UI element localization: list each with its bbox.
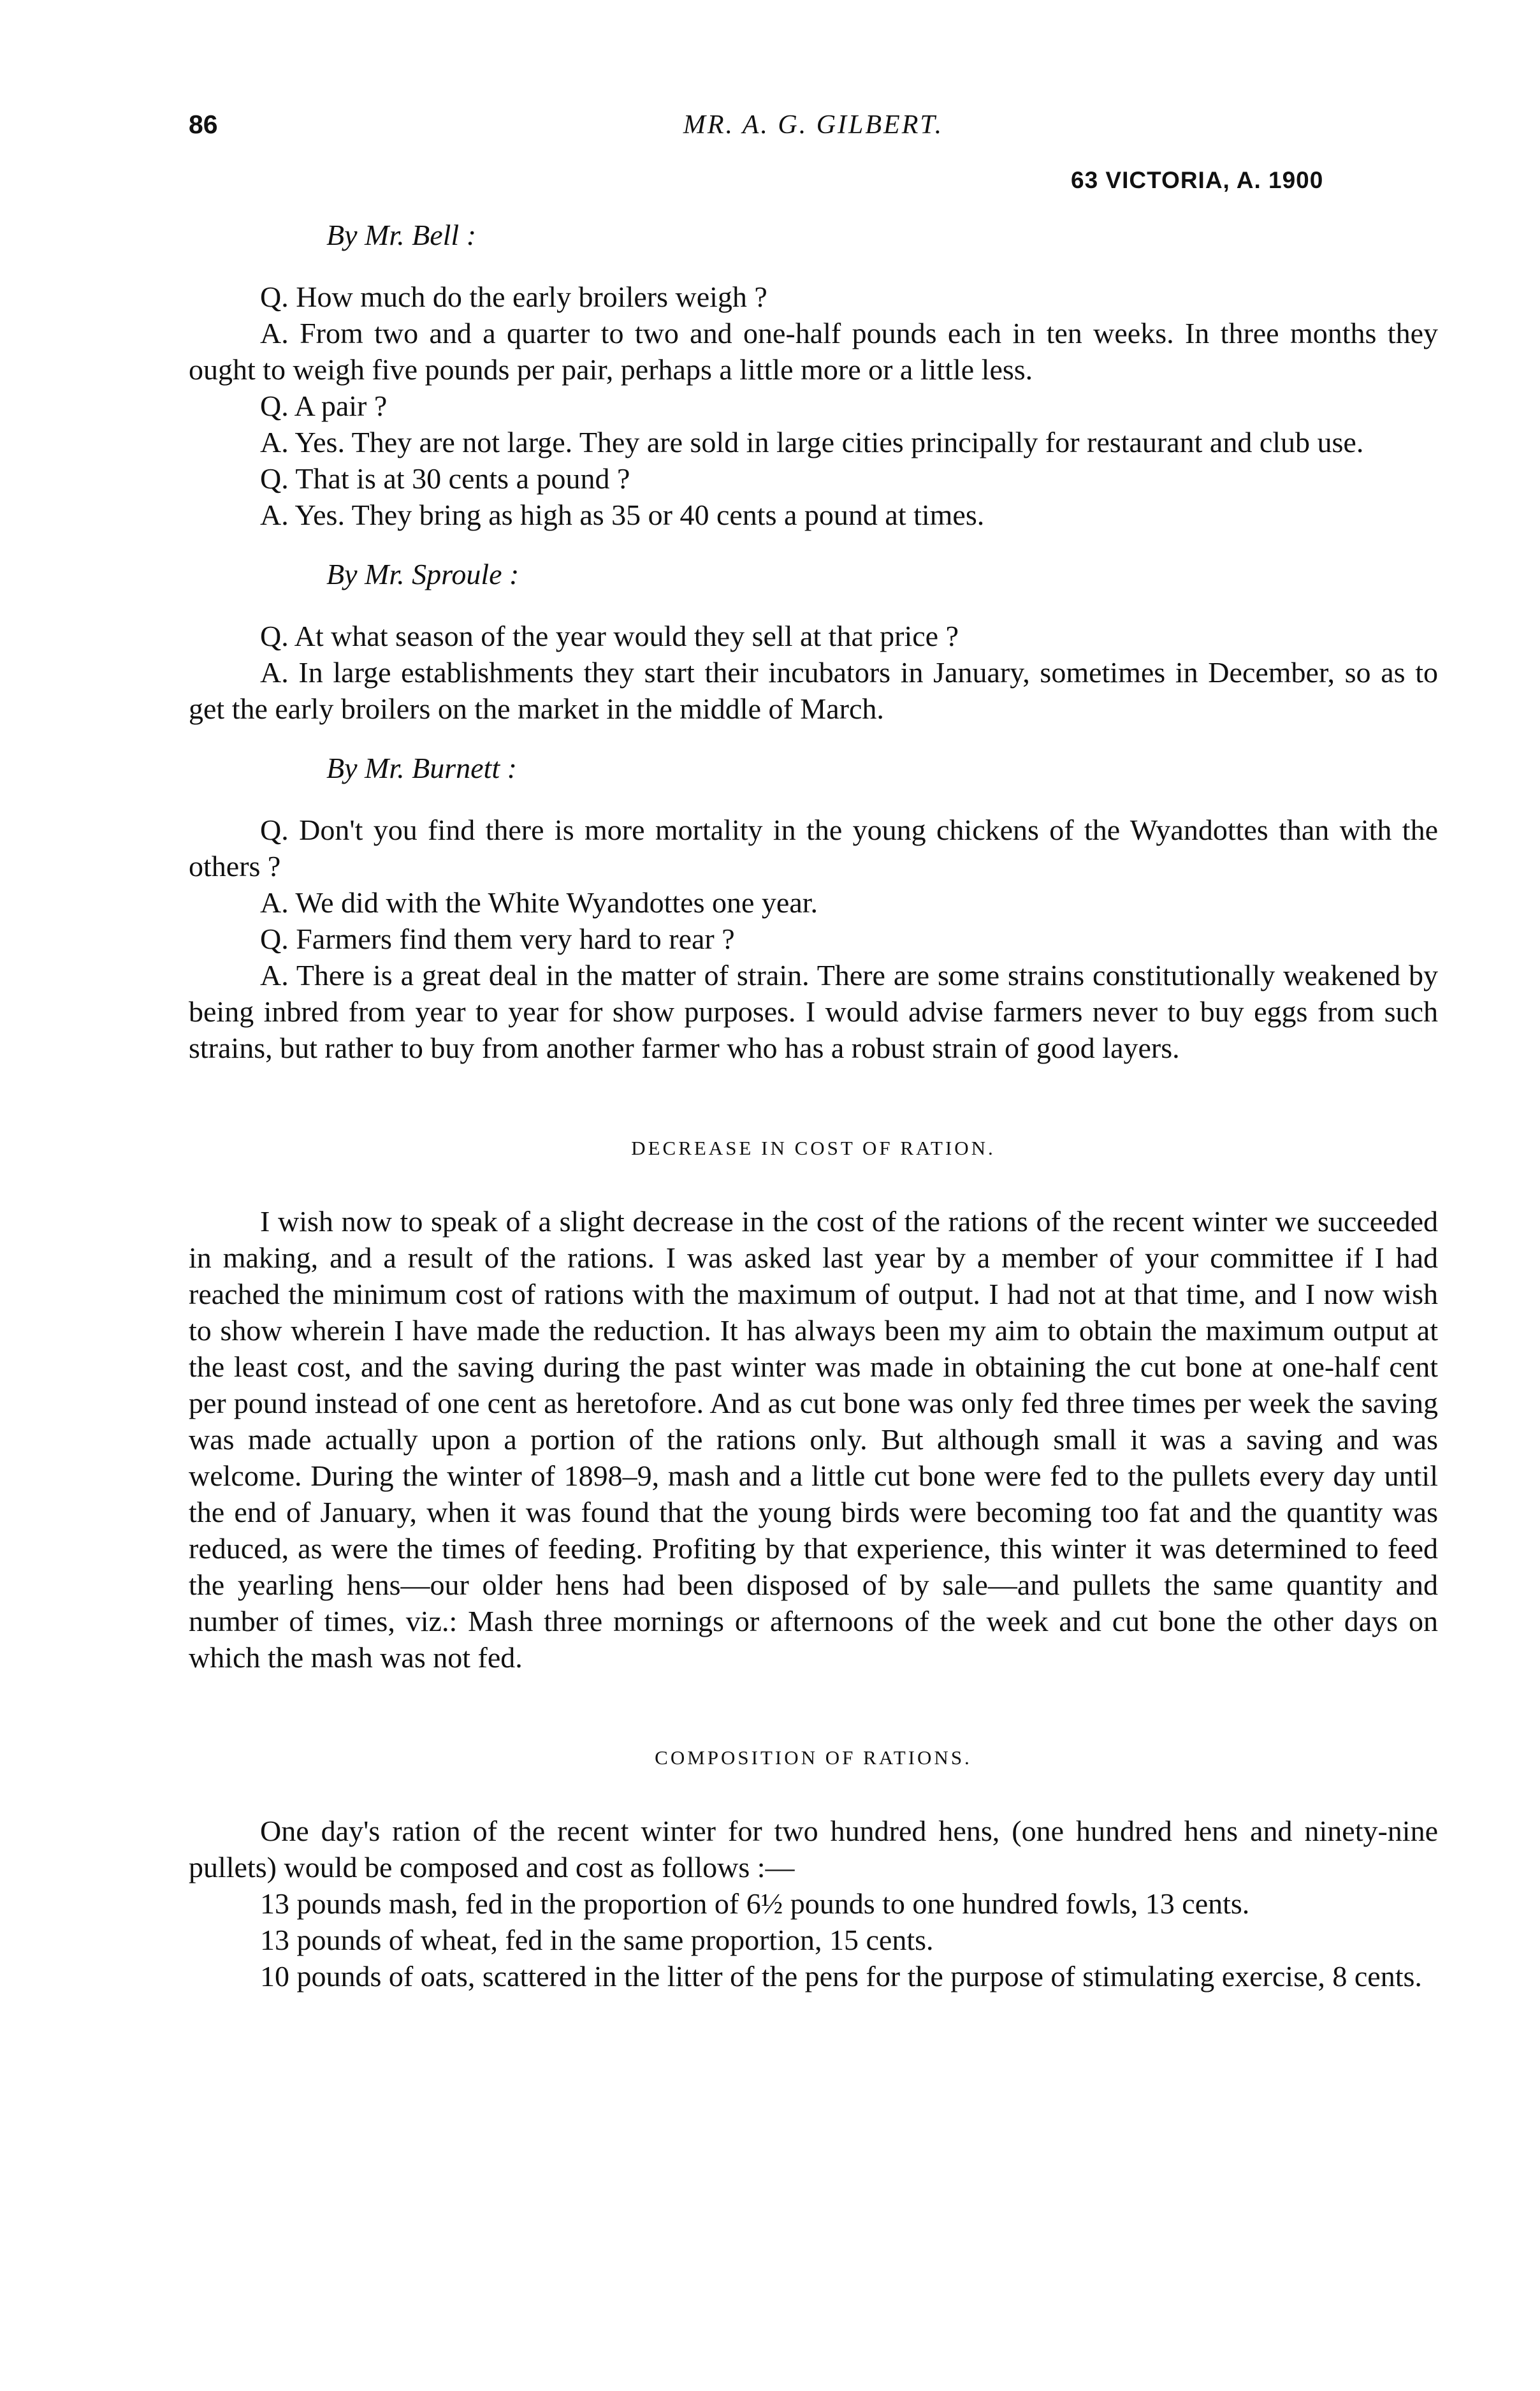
paragraph: A. In large establishments they start their incubators in January, sometimes in December, so as to get the early broilers on the market in the middle of March. <box>189 656 1438 725</box>
paragraph: Q. Don't you find there is more mortality in the young chickens of the Wyandottes than with the others ? <box>189 814 1438 882</box>
paragraph: A. We did with the White Wyandottes one year. <box>260 886 818 919</box>
speaker-heading: By Mr. Sproule : <box>326 558 519 590</box>
paragraph: 13 pounds mash, fed in the proportion of 6½ pounds to one hundred fowls, 13 cents. <box>260 1887 1250 1920</box>
paragraph: One day's ration of the recent winter for two hundred hens, (one hundred hens and ninety-nine pullets) would be composed and cost as follows :— <box>189 1815 1438 1883</box>
paragraph: A. There is a great deal in the matter of strain. There are some strains constitutionally weakened by being inbred from year to year for show purposes. I would advise farmers never to buy eggs from such strains, but rather to buy from another farmer who has a robust strain of good layers. <box>189 959 1438 1064</box>
paragraph: A. Yes. They are not large. They are sold in large cities principally for restaurant and club use. <box>260 426 1364 458</box>
paragraph: Q. At what season of the year would they sell at that price ? <box>260 620 959 652</box>
paragraph: 13 pounds of wheat, fed in the same proportion, 15 cents. <box>260 1924 934 1956</box>
paragraph: A. From two and a quarter to two and one-half pounds each in ten weeks. In three months they ought to weigh five pounds per pair, perhaps a little more or a little less. <box>189 317 1438 386</box>
paragraph: Q. A pair ? <box>260 390 388 422</box>
paragraph: Q. That is at 30 cents a pound ? <box>260 462 630 495</box>
paragraph: Q. Farmers find them very hard to rear ? <box>260 923 735 955</box>
page-header <box>189 110 1438 150</box>
paragraph: I wish now to speak of a slight decrease in the cost of the rations of the recent winter we succeeded in making, and a result of the rations. I was asked last year by a member of your committee if I had reached the minimum cost of rations with the maximum of output. I had not at that time, and I now wish to show wherein I have made the reduction. It has always been my aim to obtain the maximum output at the least cost, and the saving during the past winter was made in obtaining the cut bone at one-half cent per pound instead of one cent as heretofore. And as cut bone was only fed three times per week the saving was made actually upon a portion of the rations only. But although small it was a saving and was welcome. During the winter of 1898–9, mash and a little cut bone were fed to the pullets every day until the end of January, when it was found that the young birds were becoming too fat and the quantity was reduced, as were the times of feeding. Profiting by that experience, this winter it was determined to feed the yearling hens—our older hens had been disposed of by sale—and pullets the same quantity and number of times, viz.: Mash three mornings or afternoons of the week and cut bone the other days on which the mash was not fed. <box>189 1205 1438 1674</box>
section-heading: DECREASE IN COST OF RATION. <box>631 1137 996 1159</box>
section-heading: COMPOSITION OF RATIONS. <box>655 1746 972 1769</box>
session-label: 63 VICTORIA, A. 1900 <box>1071 167 1324 193</box>
speaker-heading: By Mr. Burnett : <box>326 752 517 784</box>
paragraph: A. Yes. They bring as high as 35 or 40 cents a pound at times. <box>260 499 985 531</box>
speaker-heading: By Mr. Bell : <box>326 219 477 251</box>
text-body <box>189 217 1438 1994</box>
running-head: MR. A. G. GILBERT. <box>683 110 944 140</box>
paragraph: 10 pounds of oats, scattered in the litter of the pens for the purpose of stimulating exercise, 8 cents. <box>260 1960 1422 1992</box>
page-number: 86 <box>189 110 218 139</box>
paragraph: Q. How much do the early broilers weigh ? <box>260 281 767 313</box>
